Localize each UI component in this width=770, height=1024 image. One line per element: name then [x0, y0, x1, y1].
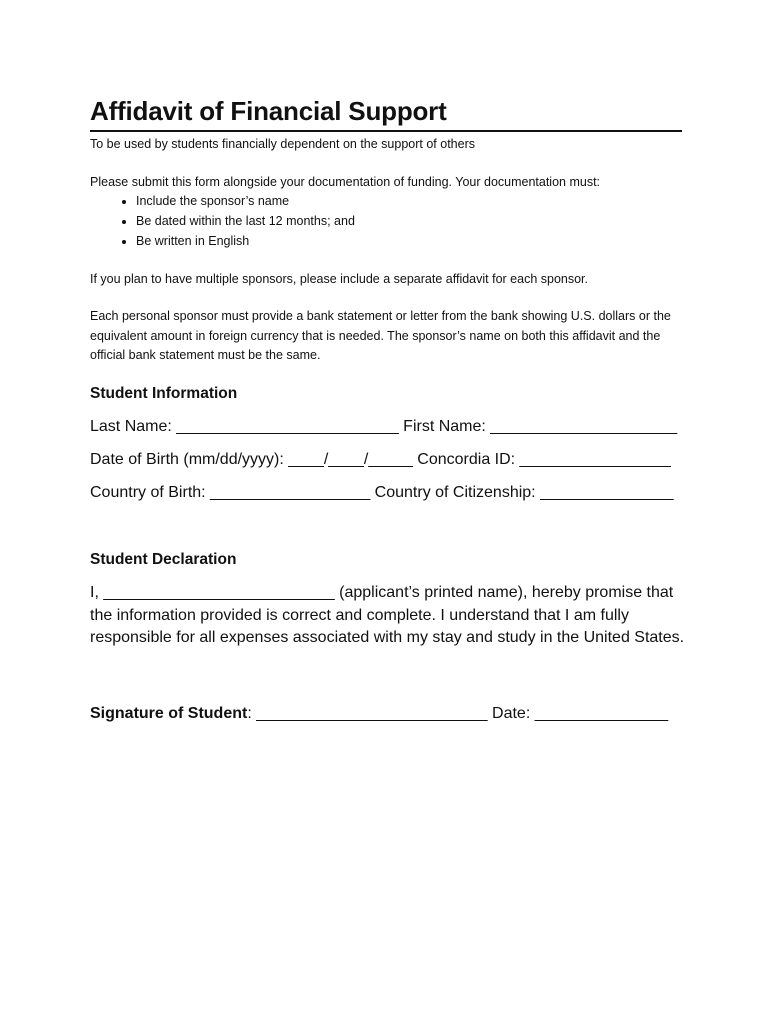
requirement-item: • Be written in English	[136, 231, 355, 251]
title-underline	[90, 130, 682, 132]
document-title: Affidavit of Financial Support	[90, 96, 447, 126]
student-information-heading: Student Information	[90, 385, 238, 402]
document-subtitle: To be used by students financially dependent on the support of others	[90, 137, 475, 151]
signature-label: Signature of Student	[90, 705, 248, 722]
name-fields-row: Last Name: _________________________ First Name: _____________________	[90, 418, 678, 435]
requirement-item: • Be dated within the last 12 months; and	[136, 211, 355, 231]
student-declaration-heading: Student Declaration	[90, 551, 237, 568]
requirement-item: • Include the sponsor’s name	[136, 191, 355, 211]
signature-row	[90, 705, 668, 723]
birth-id-fields-row: Date of Birth (mm/dd/yyyy): ____/____/_____ Concordia ID: _________________	[90, 451, 671, 468]
country-fields-row: Country of Birth: __________________ Country of Citizenship: _______________	[90, 484, 674, 501]
signature-date-fields: : __________________________ Date: _______________	[247, 705, 669, 722]
bank-statement-note: Each personal sponsor must provide a bank statement or letter from the bank showing U.S. dollars or the equivalent amount in foreign currency that is needed. The sponsor’s name on both this affidavit and the official bank statement must be the same.	[90, 309, 671, 362]
multiple-sponsors-note: If you plan to have multiple sponsors, please include a separate affidavit for each sponsor.	[90, 272, 588, 286]
requirements-list	[110, 191, 355, 251]
instructions-intro: Please submit this form alongside your documentation of funding. Your documentation must:	[90, 175, 601, 189]
declaration-text: I, __________________________ (applicant’s printed name), hereby promise that the information provided is correct and complete. I understand that I am fully responsible for all expenses associated with my stay and study in the United States.	[90, 584, 685, 646]
